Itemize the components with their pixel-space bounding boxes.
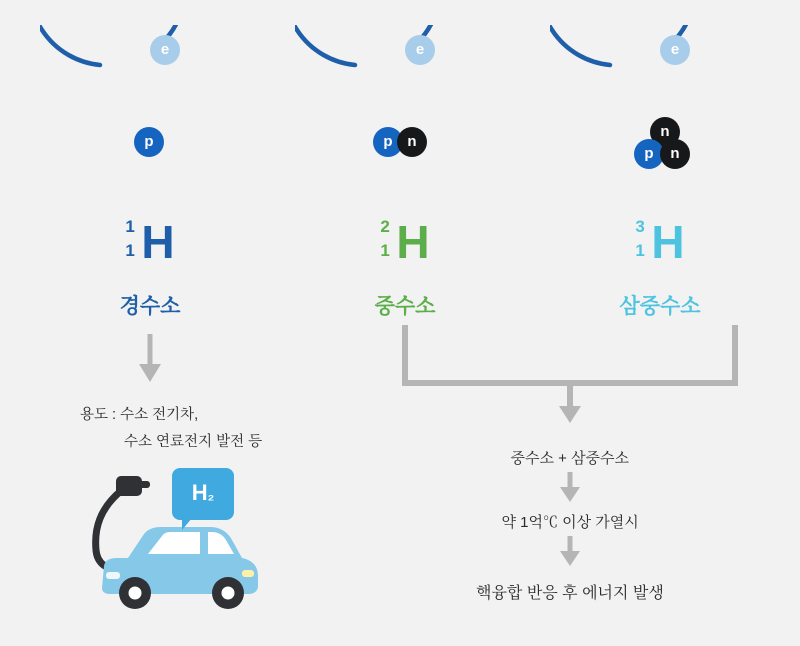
hydrogen-car-illustration [60, 468, 270, 613]
atomic-number-deuterium: 1 [380, 241, 390, 260]
element-symbol-tritium: H [651, 216, 685, 268]
arrow-down-protium-icon [125, 330, 185, 390]
mass-number-protium: 1 [125, 217, 135, 236]
atom-tritium [550, 25, 770, 225]
nucleus-protium [134, 127, 166, 159]
arrow-down-fusion-3-icon [545, 536, 595, 572]
h2-badge [172, 468, 234, 520]
label-protium: 경수소 [119, 295, 181, 318]
arrow-down-fusion-2-icon [545, 472, 595, 508]
h2-badge-sub: ₂ [207, 487, 215, 504]
neutron-icon: n [397, 127, 427, 157]
electron-deuterium: e [405, 35, 435, 65]
car-icon [60, 468, 270, 613]
element-symbol-deuterium: H [396, 216, 430, 268]
neutron-icon: n [660, 139, 690, 169]
fusion-step-3: 핵융합 반응 후 에너지 발생 [476, 585, 664, 602]
electron-tritium: e [660, 35, 690, 65]
mass-number-tritium: 3 [635, 217, 645, 236]
proton-icon: p [634, 139, 664, 169]
proton-icon: p [134, 127, 164, 157]
proton-icon: p [373, 127, 403, 157]
nucleus-deuterium [373, 127, 437, 159]
fusion-step-1: 중수소 + 삼중수소 [510, 450, 630, 467]
atomic-number-protium: 1 [125, 241, 135, 260]
fusion-step-2: 약 1억℃ 이상 가열시 [501, 514, 639, 531]
atom-protium [40, 25, 260, 225]
usage-line-1: 용도 : 수소 전기차, [80, 407, 199, 423]
electron-protium: e [150, 35, 180, 65]
label-deuterium: 중수소 [374, 295, 436, 318]
h2-badge-main: H [191, 480, 208, 505]
symbol-protium [40, 215, 260, 271]
usage-line-2: 수소 연료전지 발전 등 [124, 434, 263, 450]
symbol-deuterium [295, 215, 515, 271]
h2-badge-tail [182, 518, 192, 530]
nucleus-tritium [634, 117, 692, 173]
symbol-tritium [550, 215, 770, 271]
neutron-icon: n [650, 117, 680, 147]
atomic-number-tritium: 1 [635, 241, 645, 260]
label-tritium: 삼중수소 [619, 295, 701, 318]
atom-deuterium [295, 25, 515, 225]
mass-number-deuterium: 2 [380, 217, 390, 236]
element-symbol-protium: H [141, 216, 175, 268]
arrow-down-fusion-1-icon [540, 385, 600, 435]
